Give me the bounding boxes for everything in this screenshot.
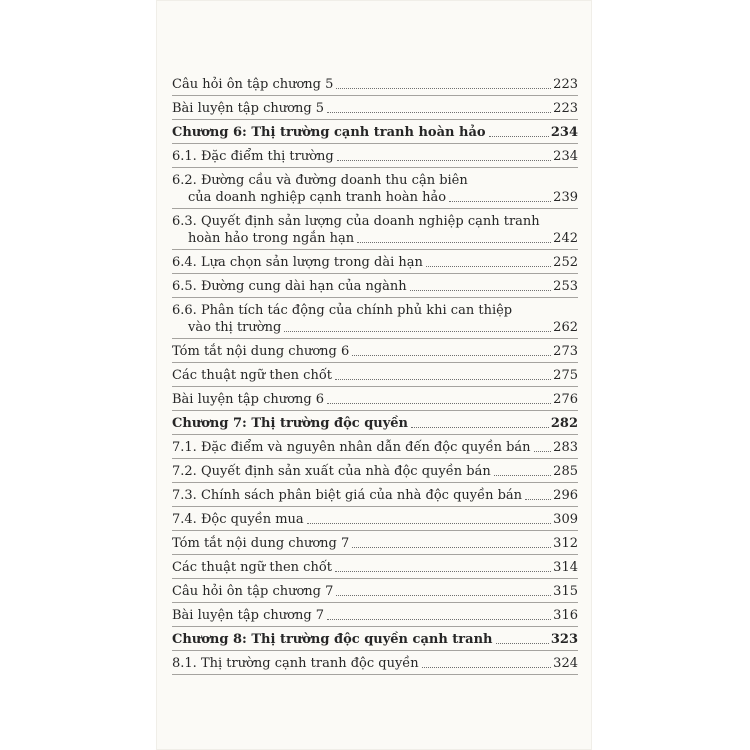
- toc-entry-title: 6.4. Lựa chọn sản lượng trong dài hạn: [172, 255, 423, 270]
- separator: [172, 530, 578, 531]
- separator: [172, 297, 578, 298]
- dot-leader: [426, 265, 551, 267]
- toc-entry-title: Tóm tắt nội dung chương 7: [172, 536, 350, 551]
- toc-entry[interactable]: [172, 298, 578, 339]
- dot-leader: [494, 474, 551, 476]
- toc-page-number: 242: [553, 231, 578, 246]
- toc-entry-title: 6.1. Đặc điểm thị trường: [172, 149, 334, 164]
- toc-chapter-entry[interactable]: [172, 120, 578, 144]
- separator: [172, 482, 578, 483]
- separator: [172, 95, 578, 96]
- toc-page-number: 273: [553, 344, 578, 359]
- dot-leader: [449, 200, 551, 202]
- dot-leader: [327, 111, 551, 113]
- dot-leader: [352, 546, 551, 548]
- toc-page-number: 296: [553, 488, 578, 503]
- separator: [172, 602, 578, 603]
- separator: [172, 434, 578, 435]
- toc-entry-title: Câu hỏi ôn tập chương 5: [172, 77, 334, 92]
- toc-page-number: 252: [553, 255, 578, 270]
- toc-page-number: 223: [553, 77, 578, 92]
- toc-chapter-entry[interactable]: [172, 411, 578, 435]
- toc-entry[interactable]: [172, 250, 578, 274]
- toc-page-number: 314: [553, 560, 578, 575]
- toc-entry[interactable]: [172, 209, 578, 250]
- separator: [172, 208, 578, 209]
- toc-page-number: 234: [550, 125, 578, 140]
- toc-chapter-entry[interactable]: [172, 627, 578, 651]
- toc-entry[interactable]: [172, 555, 578, 579]
- dot-leader: [352, 354, 551, 356]
- dot-leader: [327, 618, 551, 620]
- toc-entry[interactable]: [172, 168, 578, 209]
- toc-entry-title: 7.4. Độc quyền mua: [172, 512, 304, 527]
- toc-entry-title: 7.3. Chính sách phân biệt giá của nhà độc quyền bán: [172, 488, 523, 503]
- separator: [172, 338, 578, 339]
- toc-entry[interactable]: [172, 363, 578, 387]
- separator: [172, 578, 578, 579]
- toc-entry-title: Các thuật ngữ then chốt: [172, 368, 333, 383]
- separator: [172, 119, 578, 120]
- separator: [172, 386, 578, 387]
- dot-leader: [327, 402, 551, 404]
- toc-entry-title-continued: hoàn hảo trong ngắn hạn: [188, 231, 355, 246]
- toc-entry-title: Bài luyện tập chương 5: [172, 101, 325, 116]
- dot-leader: [335, 378, 551, 380]
- toc-chapter-title: Chương 8: Thị trường độc quyền cạnh tranh: [172, 632, 493, 647]
- dot-leader: [489, 135, 549, 137]
- toc-entry-title: Câu hỏi ôn tập chương 7: [172, 584, 334, 599]
- separator: [172, 167, 578, 168]
- dot-leader: [411, 426, 549, 428]
- separator: [172, 273, 578, 274]
- toc-page-number: 223: [553, 101, 578, 116]
- toc-entry[interactable]: [172, 651, 578, 675]
- toc-entry[interactable]: [172, 531, 578, 555]
- dot-leader: [534, 450, 552, 452]
- separator: [172, 626, 578, 627]
- toc-entry[interactable]: [172, 72, 578, 96]
- toc-page-number: 239: [553, 190, 578, 205]
- dot-leader: [496, 642, 549, 644]
- toc-entry-title-continued: vào thị trường: [188, 320, 282, 335]
- toc-page-number: 285: [553, 464, 578, 479]
- toc-entry[interactable]: [172, 274, 578, 298]
- toc-page-number: 283: [553, 440, 578, 455]
- toc-page-number: 275: [553, 368, 578, 383]
- toc-entry-title: 6.2. Đường cầu và đường doanh thu cận biên: [172, 173, 468, 188]
- toc-entry[interactable]: [172, 339, 578, 363]
- toc-entry[interactable]: [172, 387, 578, 411]
- dot-leader: [336, 594, 551, 596]
- toc-page-number: 324: [553, 656, 578, 671]
- toc-entry-title: 6.5. Đường cung dài hạn của ngành: [172, 279, 407, 294]
- toc-page-number: 253: [553, 279, 578, 294]
- toc-entry-title: 7.2. Quyết định sản xuất của nhà độc quyền bán: [172, 464, 491, 479]
- dot-leader: [357, 241, 551, 243]
- dot-leader: [284, 330, 551, 332]
- toc-page-number: 276: [553, 392, 578, 407]
- separator: [172, 362, 578, 363]
- separator: [172, 458, 578, 459]
- separator: [172, 506, 578, 507]
- toc-page-number: 316: [553, 608, 578, 623]
- toc-entry[interactable]: [172, 579, 578, 603]
- toc-entry[interactable]: [172, 459, 578, 483]
- toc-entry-title: 6.6. Phân tích tác động của chính phủ khi can thiệp: [172, 303, 513, 318]
- toc-entry[interactable]: [172, 507, 578, 531]
- separator: [172, 650, 578, 651]
- toc-page-number: 323: [550, 632, 578, 647]
- toc-page-number: 312: [553, 536, 578, 551]
- toc-entry[interactable]: [172, 96, 578, 120]
- separator: [172, 674, 578, 675]
- toc-entry-title: Các thuật ngữ then chốt: [172, 560, 333, 575]
- dot-leader: [422, 666, 551, 668]
- toc-entry-title: Bài luyện tập chương 6: [172, 392, 325, 407]
- dot-leader: [337, 159, 551, 161]
- toc-entry-title-continued: của doanh nghiệp cạnh tranh hoàn hảo: [188, 190, 447, 205]
- toc-page-number: 309: [553, 512, 578, 527]
- toc-page-number: 282: [550, 416, 578, 431]
- separator: [172, 410, 578, 411]
- dot-leader: [410, 289, 552, 291]
- dot-leader: [336, 87, 551, 89]
- separator: [172, 143, 578, 144]
- table-of-contents: [172, 72, 578, 675]
- toc-entry[interactable]: [172, 144, 578, 168]
- separator: [172, 249, 578, 250]
- toc-entry[interactable]: [172, 483, 578, 507]
- dot-leader: [335, 570, 551, 572]
- separator: [172, 554, 578, 555]
- toc-page-number: 262: [553, 320, 578, 335]
- toc-chapter-title: Chương 6: Thị trường cạnh tranh hoàn hảo: [172, 125, 486, 140]
- toc-page-number: 315: [553, 584, 578, 599]
- toc-entry-title: 6.3. Quyết định sản lượng của doanh nghiệp cạnh tranh: [172, 214, 540, 229]
- toc-entry-title: 7.1. Đặc điểm và nguyên nhân dẫn đến độc quyền bán: [172, 440, 531, 455]
- toc-entry-title: Bài luyện tập chương 7: [172, 608, 325, 623]
- dot-leader: [525, 498, 551, 500]
- toc-page-number: 234: [553, 149, 578, 164]
- toc-entry[interactable]: [172, 603, 578, 627]
- toc-entry-title: Tóm tắt nội dung chương 6: [172, 344, 350, 359]
- toc-entry-title: 8.1. Thị trường cạnh tranh độc quyền: [172, 656, 419, 671]
- dot-leader: [307, 522, 552, 524]
- toc-chapter-title: Chương 7: Thị trường độc quyền: [172, 416, 409, 431]
- toc-entry[interactable]: [172, 435, 578, 459]
